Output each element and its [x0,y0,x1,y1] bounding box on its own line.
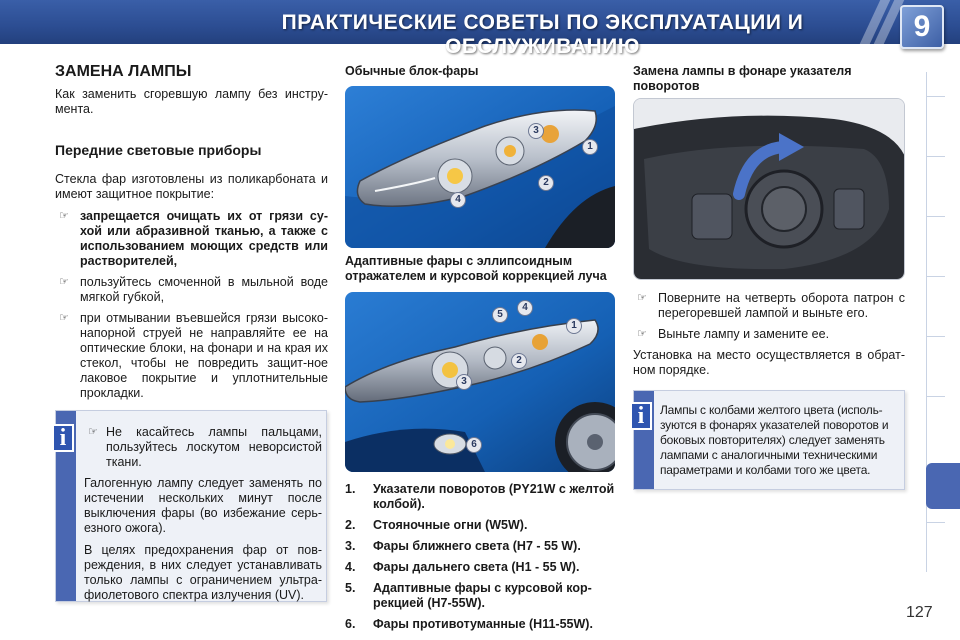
callout-badge: 2 [538,175,554,191]
turn-signal-illustration [634,99,905,280]
callout-badge: 5 [492,307,508,323]
callout-badge: 3 [528,123,544,139]
list-text: Стояночные огни (W5W). [373,518,528,532]
headlamp-photo [345,86,615,248]
callout-badge: 4 [450,192,466,208]
bullet-item: ☞ запрещается очищать их от грязи су-хой или абразивной тканью, а также с использованием моющих средств или растворителей, [55,209,328,269]
list-number: 5. [345,581,356,595]
list-item [345,518,615,533]
list-number: 4. [345,560,356,574]
column-left [55,64,328,407]
list-text: Адаптивные фары с курсовой кор-рекцией (H7-55W). [373,581,592,610]
side-tab[interactable] [927,276,945,277]
section-title: ЗАМЕНА ЛАМПЫ [55,63,192,80]
column-right [633,64,905,94]
bullet-item: ☞ при отмывании въевшейся грязи высоко-напорной струей не направляйте ее на оптические блоки, на фонари и на края их стекол, чтобы не повредить защит-ное лаковое покрытие и уплотнительные прокладки. [55,311,328,401]
info-box-right [633,390,905,490]
side-tab[interactable] [927,96,945,97]
callout-badge: 2 [511,353,527,369]
page-header [0,0,960,58]
active-chapter-tab[interactable] [926,463,960,509]
list-number: 1. [345,482,356,496]
callout-badge: 1 [566,318,582,334]
photo-caption-block [345,254,617,284]
list-item [345,581,615,611]
info-paragraph: Галогенную лампу следует заменять по истечении нескольких минут после выключения фары (во избежание серь-езного ожога). [84,476,322,535]
turn-signal-photo [633,98,905,280]
callout-badge: 4 [517,300,533,316]
intro-text: Как заменить сгоревшую лампу без инстру-мента. [55,87,328,116]
photo-caption: Замена лампы в фонаре указателя поворотов [633,64,852,93]
list-text: Указатели поворотов (PY21W с желтой колбой). [373,482,615,511]
list-number: 6. [345,617,356,631]
side-tab[interactable] [927,216,945,217]
list-text: Фары дальнего света (H1 - 55 W). [373,560,580,574]
info-icon: i [52,424,74,452]
callout-badge: 3 [456,374,472,390]
list-text: Фары ближнего света (H7 - 55 W). [373,539,581,553]
instructions-block [633,291,905,385]
body-text: Установка на место осуществляется в обрат-ном порядке. [633,348,905,377]
list-item [345,482,615,512]
info-icon: i [630,402,652,430]
bulb-list [345,482,615,638]
adaptive-headlamp-photo [345,292,615,472]
info-bullet: ☞ Не касайтесь лампы пальцами, пользуйтесь лоскутом неворсистой ткани. [84,425,322,470]
info-text [84,425,322,610]
callout-badge: 1 [582,139,598,155]
chapter-badge: 9 [900,5,944,49]
list-item [345,617,615,632]
headlamp-illustration [345,86,615,248]
list-number: 3. [345,539,356,553]
header-title: ПРАКТИЧЕСКИЕ СОВЕТЫ ПО ЭКСПЛУАТАЦИИ И ОБСЛУЖИВАНИЮ [281,11,804,58]
callout-badge: 6 [466,437,482,453]
side-tab[interactable] [927,336,945,337]
bullet-item: ☞ пользуйтесь смоченной в мыльной воде мягкой губкой, [55,275,328,305]
column-middle [345,64,615,79]
side-tab[interactable] [927,156,945,157]
subsection-title: Передние световые приборы [55,142,262,158]
list-number: 2. [345,518,356,532]
list-item [345,560,615,575]
page-number: 127 [906,604,933,621]
side-tab[interactable] [927,396,945,397]
info-paragraph: В целях предохранения фар от пов-реждения, в них следует устанавливать только лампы с ограничением ультра-фиолетового спектра излучения (UV). [84,543,322,602]
body-text: Стекла фар изготовлены из поликарбоната и имеют защитное покрытие: [55,172,328,201]
list-item [345,539,615,554]
side-tab[interactable] [927,522,945,523]
photo-caption: Адаптивные фары с эллипсоидным отражателем и курсовой коррекцией луча [345,254,607,283]
bullet-item: ☞ Выньте лампу и замените ее. [633,327,905,342]
bullet-item: ☞ Поверните на четверть оборота патрон с перегоревшей лампой и выньте его. [633,291,905,321]
photo-caption: Обычные блок-фары [345,64,479,78]
info-text: Лампы с колбами желтого цвета (исполь-зуются в фонарях указателей поворотов и боковых повторителях) следует заменять лампами с аналогичными техническими параметрами и колбами того же цвета. [660,403,889,477]
info-box-left [55,410,327,602]
list-text: Фары противотуманные (H11-55W). [373,617,593,631]
